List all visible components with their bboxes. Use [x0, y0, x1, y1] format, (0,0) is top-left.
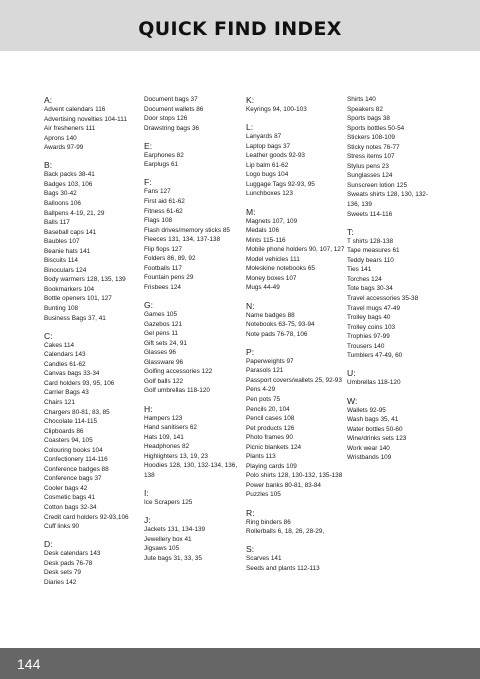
index-entry: Rollerballs 6, 18, 26, 28-29, [246, 528, 325, 536]
index-letter-heading: T: [347, 226, 354, 237]
index-entry: Laptop bags 37 [246, 142, 291, 150]
index-entry: Passport covers/wallets 25, 92-93 [246, 376, 342, 384]
index-entry: Glasses 96 [144, 349, 176, 357]
index-entry: Flags 108 [144, 217, 173, 225]
index-entry: Puzzles 105 [246, 491, 281, 499]
index-entry: Trousers 140 [347, 342, 385, 350]
index-entry: Beanie hats 141 [44, 247, 91, 255]
index-entry: Keyrings 94, 100-103 [246, 106, 307, 113]
index-entry: Hampers 123 [144, 414, 183, 422]
section-gap [246, 339, 346, 347]
index-entry: Trophies 97-99 [347, 333, 390, 341]
index-entry: Sweets 114-116 [347, 210, 393, 218]
index-entry: Chocolate 114-115 [44, 418, 98, 426]
index-entry: Earplugs 61 [144, 161, 179, 169]
index-entry: Ballpens 4-19, 21, 29 [44, 209, 105, 217]
index-entry: Footballs 117 [144, 264, 182, 272]
index-entry: Medals 106 [246, 227, 280, 235]
index-letter-heading: K: [246, 95, 255, 105]
index-entry: Balls 117 [44, 219, 70, 227]
index-entry: Moleskine notebooks 65 [246, 265, 315, 273]
index-entry: Headphones 82 [144, 443, 190, 451]
index-entry: Advent calendars 116 [44, 106, 106, 113]
index-entry: Calendars 143 [44, 351, 86, 359]
index-entry: Confectionery 114-116 [44, 456, 108, 464]
index-entry: Fans 127 [144, 188, 171, 196]
index-entry: Chargers 80-81, 83, 85 [44, 408, 110, 416]
index-entry: Photo frames 90 [246, 434, 293, 442]
index-entry: Games 105 [144, 311, 178, 319]
index-entry: Awards 97-99 [44, 144, 84, 152]
index-letter-heading: A: [44, 95, 53, 105]
index-entry: Bunting 108 [44, 304, 79, 312]
index-entry: Back packs 38-41 [44, 171, 95, 179]
index-entry: Sunscreen lotion 125 [347, 181, 408, 189]
index-entry: Mobile phone holders 90, 107, 127 [246, 246, 345, 254]
index-entry: Sweats shirts 128, 130, 132-136, 139 [347, 191, 428, 209]
section-gap [144, 508, 244, 516]
index-entry: Pencils 20, 104 [246, 405, 290, 413]
index-entry: Desk pads 76-78 [44, 559, 93, 567]
index-entry: Stylus pens 23 [347, 162, 389, 170]
index-entry: Chairs 121 [44, 398, 75, 406]
index-entry: Cooler bags 42 [44, 484, 88, 492]
index-entry: Fountain pens 29 [144, 274, 194, 282]
index-letter-heading: H: [144, 403, 153, 414]
index-entry: Bags 30-42 [44, 190, 77, 198]
index-entry: Earphones 82 [144, 151, 184, 159]
index-entry: Pens 4-29 [246, 386, 276, 394]
index-entry: Tote bags 30-34 [347, 285, 393, 293]
index-entry: Document wallets 86 [144, 105, 204, 113]
index-entry: Work wear 140 [347, 444, 390, 452]
index-entry: Binoculars 124 [44, 266, 87, 274]
index-column-4 [347, 95, 439, 463]
index-entry: Golfing accessories 122 [144, 368, 213, 376]
index-entry: Wallets 92-95 [347, 406, 386, 414]
index-entry: Desk calendars 143 [44, 550, 101, 558]
index-entry: Pet products 126 [246, 424, 295, 432]
index-entry: Magnets 107, 109 [246, 217, 298, 225]
index-entry: Hand sanitisers 62 [144, 424, 197, 432]
index-letter-heading: C: [44, 330, 53, 341]
index-entry: Glassware 96 [144, 358, 184, 366]
index-entry: Pencil cases 108 [246, 415, 295, 423]
index-entry: Leather goods 92-93 [246, 152, 305, 160]
page-number: 144 [17, 656, 41, 672]
index-letter-heading: U: [347, 368, 356, 379]
index-entry: Highlighters 13, 19, 23 [144, 452, 208, 460]
index-entry: Candles 61-62 [44, 360, 86, 368]
index-entry: Mints 115-116 [246, 236, 286, 244]
section-gap [44, 532, 144, 540]
index-entry: Mugs 44-49 [246, 284, 280, 292]
index-letter-heading: G: [144, 300, 154, 311]
index-entry: Cakes 114 [44, 341, 75, 349]
index-entry: Aprons 140 [44, 134, 77, 142]
index-entry: Plants 113 [246, 453, 276, 461]
index-entry: Tape measures 61 [347, 247, 400, 255]
index-column-1 [44, 95, 144, 587]
index-entry: Sticky notes 76-77 [347, 143, 400, 151]
index-entry: Wine/drinks sets 123 [347, 435, 407, 443]
index-entry: Umbrellas 118-120 [347, 379, 401, 387]
index-entry: Name badges 88 [246, 311, 295, 319]
index-entry: Travel accessories 35-38 [347, 294, 419, 302]
index-entry: Conference badges 88 [44, 465, 109, 473]
index-letter-heading: D: [44, 539, 53, 550]
index-entry: Luggage Tags 92-93, 95 [246, 180, 315, 188]
index-entry: Water bottles 50-60 [347, 425, 403, 433]
index-entry: Playing cards 109 [246, 462, 297, 470]
index-entry: Lanyards 87 [246, 133, 282, 141]
index-entry: Golf balls 122 [144, 377, 184, 385]
index-entry: Sunglasses 124 [347, 172, 393, 180]
index-entry: Cuff links 90 [44, 523, 80, 531]
index-entry: T shirts 128-138 [347, 237, 394, 245]
index-entry: Air fresheners 111 [44, 125, 96, 133]
index-entry: Scarves 141 [246, 555, 282, 563]
index-entry: Card holders 93, 95, 106 [44, 379, 115, 387]
index-entry: Jewellery box 41 [144, 535, 192, 543]
index-entry: Torches 124 [347, 275, 382, 283]
index-letter-heading: L: [246, 122, 254, 133]
index-column-3 [246, 95, 346, 573]
section-gap [246, 115, 346, 123]
index-letter-heading: S: [246, 544, 255, 555]
index-entry: Ties 141 [347, 266, 372, 274]
index-entry: Seeds and plants 112-113 [246, 564, 320, 572]
index-entry: Lip balm 61-62 [246, 161, 289, 169]
index-entry: Clipboards 86 [44, 427, 84, 435]
index-entry: Document bags 37 [144, 96, 198, 103]
index-entry: Badges 103, 106 [44, 180, 93, 188]
index-entry: Notebooks 63-75, 93-94 [246, 321, 315, 329]
page-title: QUICK FIND INDEX [138, 18, 342, 40]
index-entry: Money boxes 107 [246, 274, 297, 282]
index-entry: Balloons 106 [44, 199, 81, 207]
index-entry: Body warmers 128, 135, 139 [44, 276, 126, 284]
index-entry: Fleeces 131, 134, 137-138 [144, 236, 221, 244]
index-entry: Canvas bags 33-34 [44, 370, 100, 378]
index-entry: Jute bags 31, 33, 35 [144, 554, 202, 562]
index-entry: Fitness 61-62 [144, 207, 183, 215]
index-entry: Coasters 94, 105 [44, 437, 93, 445]
index-entry: Paperweights 97 [246, 357, 294, 365]
header-bar [0, 0, 480, 51]
index-entry: Conference bags 37 [44, 475, 102, 483]
index-entry: Carrier Bags 43 [44, 389, 89, 397]
index-letter-heading: R: [246, 507, 255, 518]
index-column-2 [144, 95, 244, 563]
index-entry: Jackets 131, 134-139 [144, 526, 206, 534]
index-letter-heading: F: [144, 177, 152, 188]
index-entry: Frisbees 124 [144, 283, 181, 291]
index-entry: Sports bottles 50-54 [347, 124, 405, 132]
index-entry: Diaries 142 [44, 578, 77, 586]
index-entry: Credit card holders 92-93,106 [44, 513, 129, 521]
section-gap [347, 388, 439, 396]
index-entry: Baseball caps 141 [44, 228, 97, 236]
index-entry: Colouring books 104 [44, 446, 103, 454]
section-gap [246, 500, 346, 508]
index-entry: Ring binders 86 [246, 518, 291, 526]
index-entry: Tumblers 47-49, 60 [347, 352, 403, 360]
section-gap [246, 293, 346, 301]
index-entry: Parasols 121 [246, 367, 284, 375]
index-entry: Cosmetic bags 41 [44, 494, 96, 502]
section-gap [144, 133, 244, 141]
index-entry: Door stops 126 [144, 115, 188, 123]
index-entry: Trolley coins 103 [347, 323, 396, 331]
index-entry: Travel mugs 47-49 [347, 304, 401, 312]
index-entry: Polo shirts 128, 130-132, 135-138 [246, 472, 343, 480]
index-letter-heading: B: [44, 160, 53, 171]
index-entry: Gift sets 24, 91 [144, 339, 187, 347]
index-entry: Speakers 82 [347, 105, 383, 113]
index-entry: Flash drives/memory sticks 85 [144, 226, 230, 234]
section-gap [44, 153, 144, 161]
index-entry: Baubles 107 [44, 238, 80, 246]
footer-bar [0, 648, 480, 679]
index-letter-heading: M: [246, 206, 256, 217]
index-entry: Power banks 80-81, 83-84 [246, 481, 321, 489]
index-entry: Gel pens 11 [144, 330, 178, 338]
index-entry: Flip flops 127 [144, 245, 183, 253]
section-gap [347, 361, 439, 369]
section-gap [246, 537, 346, 545]
section-gap [144, 396, 244, 404]
index-entry: First aid 61-62 [144, 198, 185, 206]
index-entry: Drawstring bags 36 [144, 124, 200, 132]
index-entry: Model vehicles 111 [246, 255, 300, 263]
index-entry: Ice Scrapers 125 [144, 499, 193, 507]
index-letter-heading: N: [246, 300, 255, 311]
index-entry: Shirts 140 [347, 96, 376, 103]
index-entry: Hats 109, 141 [144, 433, 184, 441]
section-gap [44, 323, 144, 331]
index-entry: Wash bags 35, 41 [347, 416, 399, 424]
index-entry: Desk sets 79 [44, 569, 81, 577]
index-entry: Golf umbrellas 118-120 [144, 387, 210, 395]
section-gap [144, 170, 244, 178]
index-entry: Hoodies 128, 130, 132-134, 136, 138 [144, 462, 238, 479]
index-entry: Bottle openers 101, 127 [44, 295, 112, 303]
index-entry: Biscuits 114 [44, 257, 78, 265]
index-letter-heading: I: [144, 488, 149, 499]
index-entry: Wristbands 109 [347, 454, 392, 462]
index-entry: Advertising novelties 104-111 [44, 115, 127, 123]
index-entry: Lunchboxes 123 [246, 190, 293, 198]
index-entry: Trolley bags 40 [347, 314, 391, 322]
index-letter-heading: W: [347, 395, 358, 406]
index-entry: Teddy bears 110 [347, 256, 394, 264]
index-entry: Stickers 108-109 [347, 134, 395, 142]
index-entry: Gazebos 121 [144, 320, 183, 328]
index-entry: Cotton bags 32-34 [44, 503, 97, 511]
index-entry: Jigsaws 105 [144, 545, 180, 553]
index-entry: Sports bags 38 [347, 115, 390, 123]
section-gap [144, 480, 244, 488]
index-entry: Logo bugs 104 [246, 171, 289, 179]
index-entry: Note pads 76-78, 106 [246, 330, 308, 338]
index-entry: Business Bags 37, 41 [44, 314, 106, 322]
section-gap [347, 219, 439, 227]
index-letter-heading: P: [246, 346, 255, 357]
index-entry: Picnic blankets 124 [246, 443, 302, 451]
section-gap [144, 292, 244, 300]
section-gap [246, 199, 346, 207]
index-letter-heading: J: [144, 515, 151, 526]
index-entry: Folders 86, 89, 92 [144, 255, 196, 263]
index-entry: Stress items 107 [347, 153, 395, 161]
index-entry: Bookmarkers 104 [44, 285, 95, 293]
index-entry: Pen pots 75 [246, 395, 281, 403]
index-letter-heading: E: [144, 140, 153, 151]
